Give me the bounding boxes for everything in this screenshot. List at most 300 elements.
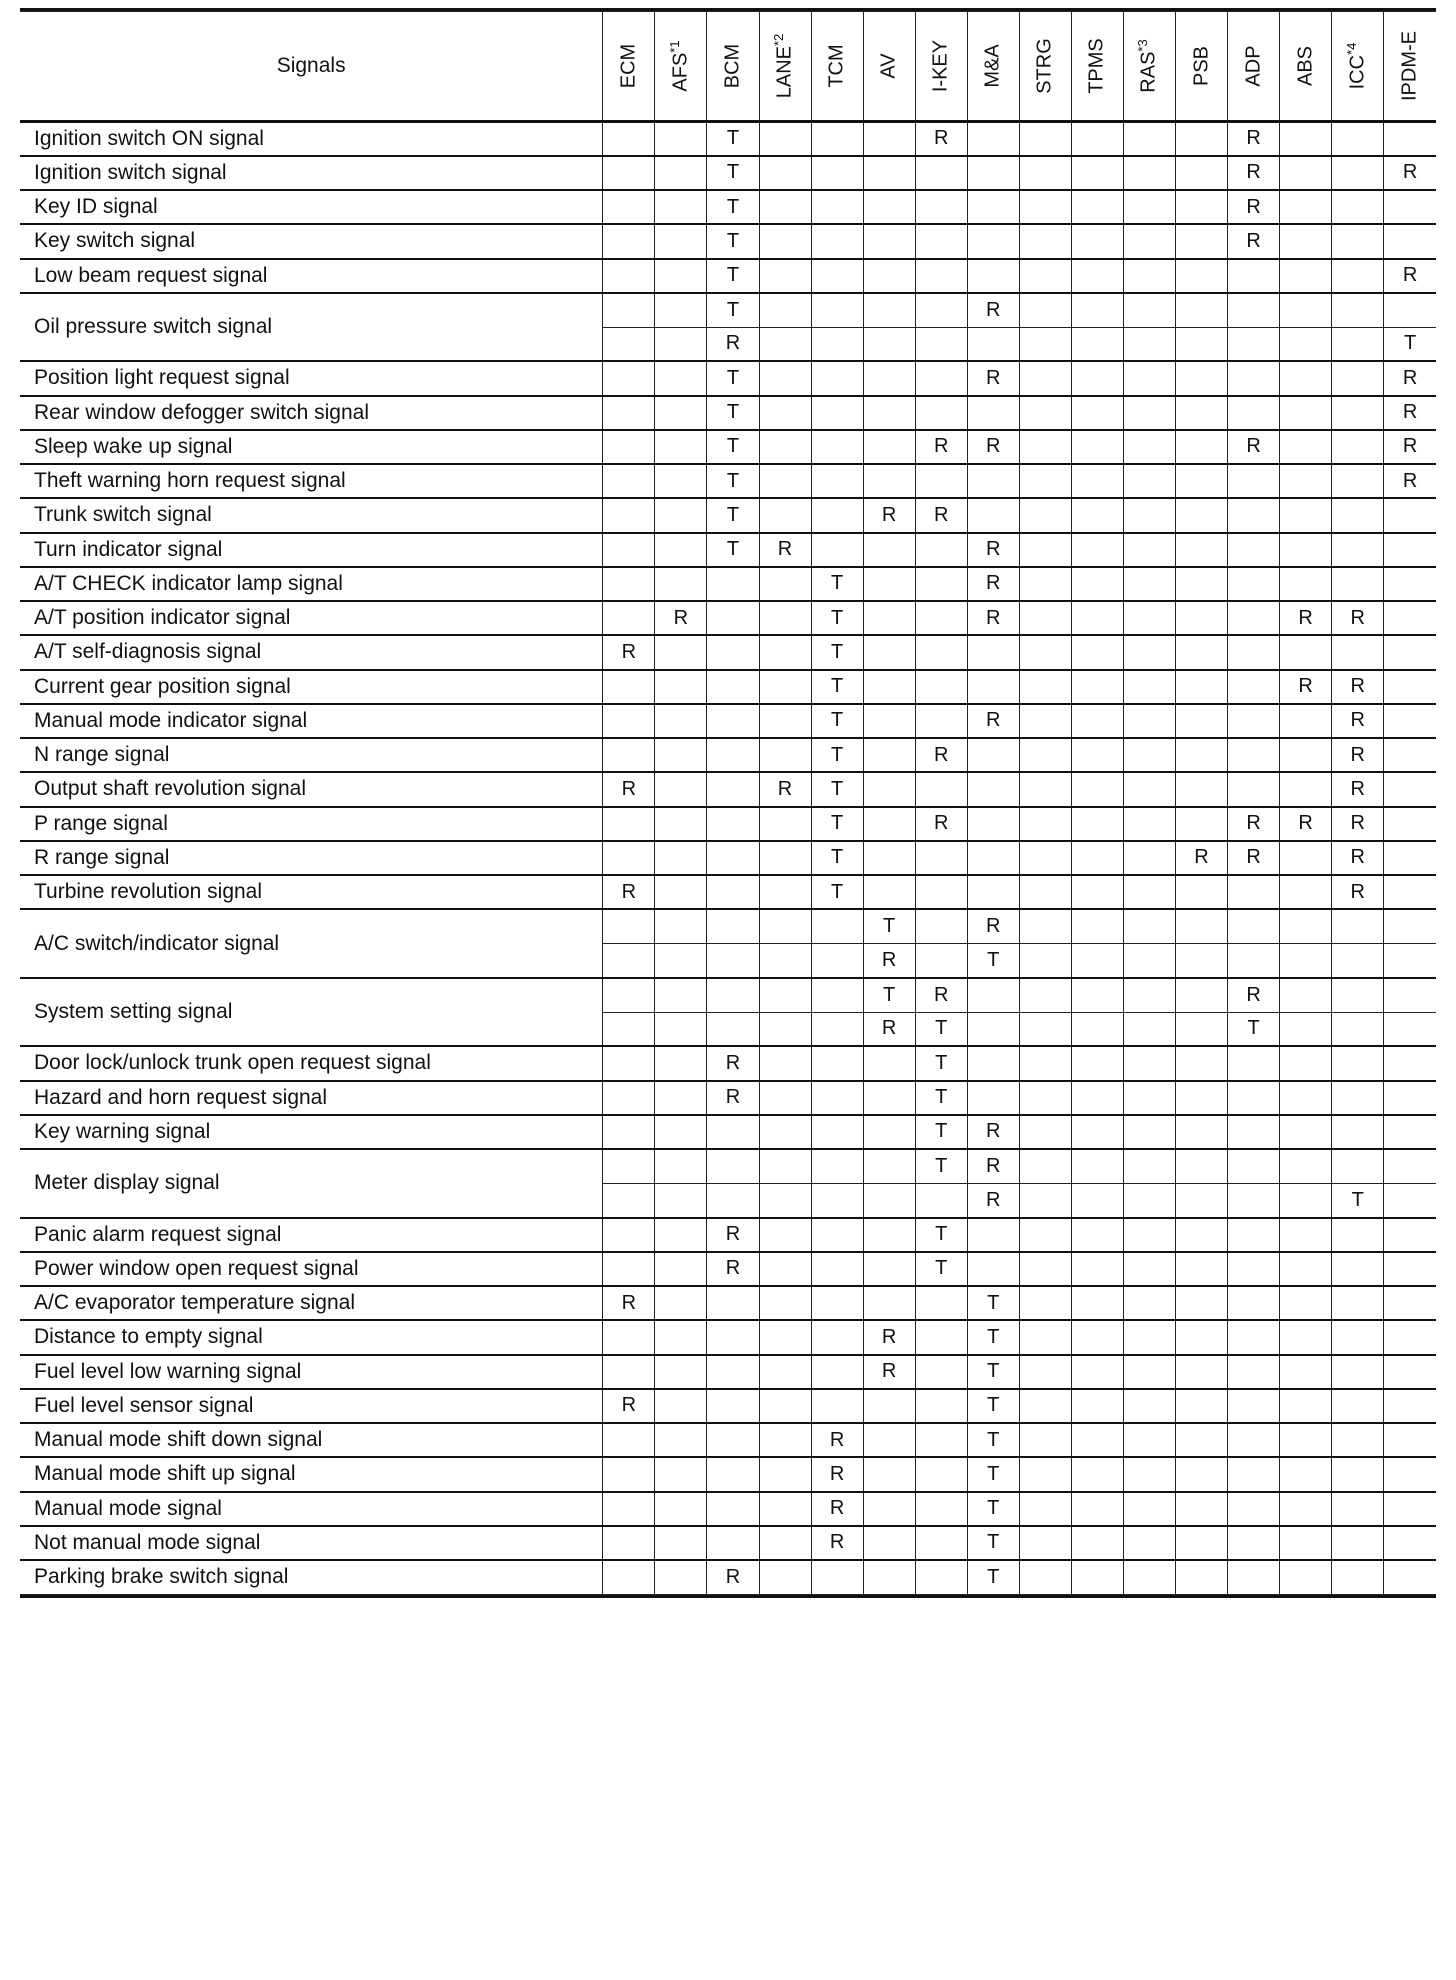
column-header-label [1242, 45, 1265, 86]
signal-cell-strg [1019, 224, 1071, 258]
signal-cell-ecm [603, 1012, 655, 1046]
signal-cell-av [863, 1218, 915, 1252]
signal-cell-afs [655, 841, 707, 875]
signal-cell-tpms [1071, 875, 1123, 909]
signal-cell-m-a [967, 327, 1019, 361]
signal-cell-abs [1280, 259, 1332, 293]
signal-name: Current gear position signal [20, 670, 603, 704]
signal-cell-abs [1280, 1320, 1332, 1354]
signal-cell-abs [1280, 1560, 1332, 1594]
signal-name: Manual mode shift down signal [20, 1423, 603, 1457]
signal-cell-afs [655, 978, 707, 1012]
signal-cell-bcm [707, 1355, 759, 1389]
signal-cell-adp [1228, 1355, 1280, 1389]
signal-cell-ipdm-e [1384, 1081, 1436, 1115]
signal-cell-ipdm-e [1384, 1218, 1436, 1252]
signal-cell-bcm [707, 601, 759, 635]
signal-cell-tcm [811, 122, 863, 156]
signal-cell-strg [1019, 1526, 1071, 1560]
signal-cell-m-a [967, 841, 1019, 875]
signal-cell-ipdm-e [1384, 1286, 1436, 1320]
signal-cell-abs [1280, 464, 1332, 498]
signal-cell-ipdm-e [1384, 498, 1436, 532]
signal-cell-tcm [811, 1355, 863, 1389]
signal-cell-adp [1228, 670, 1280, 704]
signal-cell-tcm: T [811, 772, 863, 806]
signal-cell-adp [1228, 1149, 1280, 1183]
signal-cell-strg [1019, 944, 1071, 978]
signal-cell-icc [1332, 396, 1384, 430]
signal-cell-ipdm-e [1384, 122, 1436, 156]
signal-cell-abs [1280, 498, 1332, 532]
column-label-text: M&A [981, 44, 1004, 88]
signal-cell-adp [1228, 327, 1280, 361]
signal-cell-afs [655, 1320, 707, 1354]
signal-cell-psb [1176, 1012, 1228, 1046]
signal-cell-tpms [1071, 601, 1123, 635]
signal-cell-ras [1123, 224, 1175, 258]
signal-cell-m-a: T [967, 1320, 1019, 1354]
signal-cell-bcm [707, 909, 759, 943]
signal-cell-strg [1019, 327, 1071, 361]
signal-cell-ecm [603, 909, 655, 943]
signal-cell-lane [759, 670, 811, 704]
signal-cell-tcm [811, 1560, 863, 1594]
signal-cell-ras [1123, 978, 1175, 1012]
signal-cell-afs [655, 1081, 707, 1115]
signal-cell-abs [1280, 1355, 1332, 1389]
signal-cell-lane [759, 361, 811, 395]
signal-cell-abs [1280, 1492, 1332, 1526]
column-header-lane [759, 12, 811, 122]
signal-cell-afs [655, 807, 707, 841]
signal-cell-bcm: T [707, 361, 759, 395]
column-header-label [721, 44, 744, 88]
signal-cell-m-a: T [967, 1423, 1019, 1457]
column-header-ras [1123, 12, 1175, 122]
signal-cell-bcm: T [707, 190, 759, 224]
signal-cell-ecm [603, 1457, 655, 1491]
signal-cell-ipdm-e [1384, 807, 1436, 841]
signal-cell-lane [759, 807, 811, 841]
signal-cell-strg [1019, 1560, 1071, 1594]
signal-name: A/T position indicator signal [20, 601, 603, 635]
signal-cell-ecm [603, 1355, 655, 1389]
signal-cell-bcm [707, 1389, 759, 1423]
column-label-text: AFS [669, 52, 692, 92]
signal-cell-tpms [1071, 361, 1123, 395]
signal-cell-ipdm-e [1384, 1320, 1436, 1354]
signal-cell-av [863, 224, 915, 258]
signal-cell-psb [1176, 635, 1228, 669]
signal-cell-abs [1280, 635, 1332, 669]
column-label-text: LANE [773, 46, 796, 99]
signal-cell-strg [1019, 430, 1071, 464]
signal-cell-tcm [811, 1389, 863, 1423]
signal-cell-ras [1123, 1046, 1175, 1080]
signal-cell-i-key: T [915, 1012, 967, 1046]
signal-cell-tcm [811, 1252, 863, 1286]
signal-cell-m-a [967, 156, 1019, 190]
signal-cell-tcm [811, 1218, 863, 1252]
signal-cell-adp [1228, 293, 1280, 327]
column-header-label [1190, 46, 1213, 86]
signal-cell-abs [1280, 122, 1332, 156]
signal-cell-ecm [603, 122, 655, 156]
signal-cell-av [863, 122, 915, 156]
signal-cell-psb [1176, 533, 1228, 567]
table-row [20, 430, 1436, 464]
signal-cell-ipdm-e [1384, 224, 1436, 258]
column-label-text: TCM [825, 44, 848, 88]
signal-cell-ipdm-e [1384, 738, 1436, 772]
signal-cell-tcm [811, 944, 863, 978]
signal-cell-av [863, 1389, 915, 1423]
signal-cell-bcm: R [707, 1046, 759, 1080]
signal-cell-bcm [707, 772, 759, 806]
signal-cell-strg [1019, 1183, 1071, 1217]
signal-cell-strg [1019, 1492, 1071, 1526]
table-row [20, 601, 1436, 635]
signal-cell-i-key: R [915, 978, 967, 1012]
signal-cell-i-key [915, 772, 967, 806]
signal-cell-icc [1332, 909, 1384, 943]
signal-cell-lane [759, 601, 811, 635]
signal-cell-icc [1332, 1218, 1384, 1252]
column-label-text: IPDM-E [1398, 31, 1421, 101]
column-header-tcm [811, 12, 863, 122]
signal-cell-i-key [915, 1457, 967, 1491]
signal-cell-psb [1176, 738, 1228, 772]
signal-cell-ipdm-e [1384, 567, 1436, 601]
signal-cell-ecm [603, 807, 655, 841]
table-row [20, 1286, 1436, 1320]
signal-cell-av [863, 635, 915, 669]
signal-cell-i-key [915, 875, 967, 909]
signal-cell-abs [1280, 978, 1332, 1012]
signal-cell-av: R [863, 1320, 915, 1354]
signal-cell-ecm [603, 944, 655, 978]
signal-cell-m-a [967, 1081, 1019, 1115]
signal-cell-icc [1332, 1252, 1384, 1286]
column-label-text: PSB [1190, 45, 1213, 87]
signal-cell-tpms [1071, 1560, 1123, 1594]
signal-cell-ipdm-e [1384, 1012, 1436, 1046]
signal-cell-ecm: R [603, 875, 655, 909]
signal-cell-i-key [915, 190, 967, 224]
signal-name: R range signal [20, 841, 603, 875]
signal-cell-psb [1176, 601, 1228, 635]
signal-cell-ras [1123, 875, 1175, 909]
signal-cell-i-key [915, 1560, 967, 1594]
signal-cell-m-a [967, 259, 1019, 293]
signal-cell-i-key [915, 327, 967, 361]
signal-cell-i-key: T [915, 1149, 967, 1183]
column-header-av [863, 12, 915, 122]
signal-cell-psb [1176, 670, 1228, 704]
signal-name: Parking brake switch signal [20, 1560, 603, 1594]
signal-cell-ras [1123, 464, 1175, 498]
signal-cell-abs [1280, 1218, 1332, 1252]
signal-cell-tpms [1071, 1286, 1123, 1320]
signal-cell-av: T [863, 978, 915, 1012]
signal-cell-tpms [1071, 1355, 1123, 1389]
signal-cell-lane [759, 1115, 811, 1149]
signal-name: Meter display signal [20, 1149, 603, 1218]
signal-cell-ras [1123, 807, 1175, 841]
signal-cell-psb [1176, 464, 1228, 498]
signal-cell-icc [1332, 533, 1384, 567]
signal-cell-lane [759, 1492, 811, 1526]
signal-cell-bcm [707, 1526, 759, 1560]
signal-cell-ras [1123, 1320, 1175, 1354]
signal-cell-av [863, 190, 915, 224]
signal-cell-ecm [603, 1081, 655, 1115]
signal-cell-ipdm-e [1384, 293, 1436, 327]
signal-cell-psb [1176, 156, 1228, 190]
signal-cell-m-a: T [967, 944, 1019, 978]
signal-cell-ipdm-e [1384, 1560, 1436, 1594]
signal-cell-afs [655, 635, 707, 669]
signal-cell-ipdm-e [1384, 670, 1436, 704]
signal-cell-m-a: R [967, 909, 1019, 943]
signal-cell-psb [1176, 1149, 1228, 1183]
signal-cell-bcm [707, 807, 759, 841]
signal-cell-i-key [915, 704, 967, 738]
signal-cell-strg [1019, 738, 1071, 772]
signal-cell-abs [1280, 430, 1332, 464]
signal-cell-av: R [863, 498, 915, 532]
signal-cell-av [863, 1423, 915, 1457]
column-header-tpms [1071, 12, 1123, 122]
signal-cell-tcm [811, 1183, 863, 1217]
signal-cell-m-a: R [967, 567, 1019, 601]
column-header-label [1399, 31, 1422, 101]
signal-cell-lane [759, 1423, 811, 1457]
signal-cell-ras [1123, 156, 1175, 190]
signal-cell-strg [1019, 498, 1071, 532]
column-label-text: RAS [1137, 51, 1160, 93]
signal-cell-tcm: T [811, 704, 863, 738]
signal-cell-ecm [603, 1115, 655, 1149]
signal-cell-tpms [1071, 704, 1123, 738]
signal-cell-tcm [811, 1046, 863, 1080]
signal-cell-psb [1176, 1492, 1228, 1526]
column-header-bcm [707, 12, 759, 122]
signal-cell-psb [1176, 224, 1228, 258]
signal-cell-afs [655, 1355, 707, 1389]
signal-cell-bcm [707, 1286, 759, 1320]
signal-cell-adp: R [1228, 122, 1280, 156]
column-header-strg [1019, 12, 1071, 122]
signal-cell-tcm [811, 156, 863, 190]
signal-cell-tpms [1071, 293, 1123, 327]
signal-cell-ecm [603, 1320, 655, 1354]
signal-cell-av [863, 430, 915, 464]
signal-cell-ras [1123, 704, 1175, 738]
signal-cell-ecm [603, 1218, 655, 1252]
signal-cell-tpms [1071, 533, 1123, 567]
signal-cell-strg [1019, 909, 1071, 943]
signal-cell-afs [655, 498, 707, 532]
signal-name: Key ID signal [20, 190, 603, 224]
signal-cell-strg [1019, 122, 1071, 156]
signal-cell-icc: T [1332, 1183, 1384, 1217]
signal-cell-lane [759, 1252, 811, 1286]
signal-cell-strg [1019, 464, 1071, 498]
signal-cell-adp [1228, 1115, 1280, 1149]
signal-name: Output shaft revolution signal [20, 772, 603, 806]
table-row [20, 190, 1436, 224]
signal-cell-lane [759, 293, 811, 327]
signal-name: A/C evaporator temperature signal [20, 1286, 603, 1320]
signal-cell-icc [1332, 1046, 1384, 1080]
signal-cell-bcm [707, 1457, 759, 1491]
column-label-text: ICC [1346, 54, 1369, 90]
signal-cell-strg [1019, 259, 1071, 293]
signal-cell-abs [1280, 567, 1332, 601]
signal-cell-tpms [1071, 464, 1123, 498]
signal-cell-icc: R [1332, 807, 1384, 841]
signal-cell-bcm [707, 1012, 759, 1046]
signal-cell-icc [1332, 1526, 1384, 1560]
signal-cell-tpms [1071, 807, 1123, 841]
signal-cell-i-key [915, 1492, 967, 1526]
signal-cell-adp [1228, 909, 1280, 943]
signal-name: Ignition switch ON signal [20, 122, 603, 156]
signal-cell-m-a: R [967, 361, 1019, 395]
signal-cell-ras [1123, 944, 1175, 978]
signal-cell-afs [655, 1183, 707, 1217]
signal-cell-ipdm-e [1384, 1526, 1436, 1560]
signal-cell-adp [1228, 704, 1280, 738]
signal-cell-strg [1019, 190, 1071, 224]
signal-cell-strg [1019, 635, 1071, 669]
signal-cell-icc: R [1332, 738, 1384, 772]
signal-name: Key warning signal [20, 1115, 603, 1149]
signal-cell-bcm: T [707, 498, 759, 532]
signal-cell-tpms [1071, 430, 1123, 464]
signal-cell-strg [1019, 1012, 1071, 1046]
signals-column-header: Signals [20, 12, 603, 122]
signal-cell-lane: R [759, 533, 811, 567]
signal-cell-i-key [915, 259, 967, 293]
signal-cell-ras [1123, 1183, 1175, 1217]
signal-cell-tcm [811, 498, 863, 532]
signal-cell-afs [655, 1389, 707, 1423]
signal-cell-ecm [603, 224, 655, 258]
column-header-label [770, 33, 797, 99]
signal-cell-adp [1228, 1183, 1280, 1217]
signal-cell-tcm [811, 1286, 863, 1320]
signal-cell-lane [759, 875, 811, 909]
signal-cell-lane [759, 1560, 811, 1594]
column-header-label [1343, 42, 1369, 90]
signal-cell-abs [1280, 704, 1332, 738]
signal-cell-m-a: T [967, 1492, 1019, 1526]
table-row [20, 841, 1436, 875]
signal-cell-bcm [707, 1423, 759, 1457]
signal-cell-ipdm-e [1384, 1149, 1436, 1183]
signal-cell-ipdm-e [1384, 1492, 1436, 1526]
signal-cell-ecm [603, 1526, 655, 1560]
signal-cell-ras [1123, 1457, 1175, 1491]
signal-cell-i-key: R [915, 122, 967, 156]
signal-cell-tpms [1071, 1252, 1123, 1286]
signal-cell-ras [1123, 1012, 1175, 1046]
signal-cell-ras [1123, 1286, 1175, 1320]
signal-cell-av [863, 1252, 915, 1286]
signal-cell-psb [1176, 293, 1228, 327]
signal-cell-adp [1228, 1423, 1280, 1457]
signal-cell-tpms [1071, 224, 1123, 258]
signal-cell-afs [655, 396, 707, 430]
signal-cell-icc: R [1332, 704, 1384, 738]
signal-cell-av: R [863, 1012, 915, 1046]
signal-cell-m-a [967, 1252, 1019, 1286]
signal-cell-ras [1123, 1081, 1175, 1115]
signal-cell-tcm [811, 533, 863, 567]
signal-chart-sheet [20, 8, 1436, 1598]
signal-cell-adp [1228, 944, 1280, 978]
signal-cell-i-key: T [915, 1218, 967, 1252]
signal-cell-strg [1019, 1423, 1071, 1457]
signal-cell-m-a [967, 122, 1019, 156]
signal-cell-ras [1123, 190, 1175, 224]
signal-name: Trunk switch signal [20, 498, 603, 532]
signal-cell-m-a [967, 1012, 1019, 1046]
signal-cell-tpms [1071, 259, 1123, 293]
signal-cell-adp [1228, 1320, 1280, 1354]
signal-cell-tpms [1071, 498, 1123, 532]
signal-cell-ipdm-e: R [1384, 464, 1436, 498]
signal-cell-ecm: R [603, 772, 655, 806]
signal-cell-abs [1280, 396, 1332, 430]
signal-cell-av [863, 1115, 915, 1149]
signal-cell-afs [655, 772, 707, 806]
signal-cell-ipdm-e [1384, 1423, 1436, 1457]
signal-cell-icc [1332, 1286, 1384, 1320]
signal-cell-ipdm-e [1384, 704, 1436, 738]
table-row [20, 807, 1436, 841]
signal-cell-tcm [811, 259, 863, 293]
signal-cell-ecm [603, 567, 655, 601]
signal-cell-av [863, 875, 915, 909]
signal-cell-strg [1019, 1115, 1071, 1149]
signal-name: Distance to empty signal [20, 1320, 603, 1354]
signal-cell-ecm [603, 533, 655, 567]
signal-cell-psb [1176, 259, 1228, 293]
signal-cell-ecm [603, 704, 655, 738]
signal-cell-m-a: R [967, 601, 1019, 635]
signal-cell-tcm: T [811, 807, 863, 841]
column-header-label [982, 44, 1005, 87]
signal-cell-adp [1228, 361, 1280, 395]
table-row [20, 533, 1436, 567]
signal-cell-tcm [811, 430, 863, 464]
signal-cell-abs [1280, 224, 1332, 258]
signal-cell-strg [1019, 533, 1071, 567]
column-header-abs [1280, 12, 1332, 122]
signal-cell-afs [655, 224, 707, 258]
signal-cell-ras [1123, 293, 1175, 327]
table-row [20, 498, 1436, 532]
signal-cell-afs: R [655, 601, 707, 635]
signal-cell-tpms [1071, 1115, 1123, 1149]
signal-cell-tcm [811, 1081, 863, 1115]
signal-cell-afs [655, 1526, 707, 1560]
signal-cell-lane [759, 1183, 811, 1217]
